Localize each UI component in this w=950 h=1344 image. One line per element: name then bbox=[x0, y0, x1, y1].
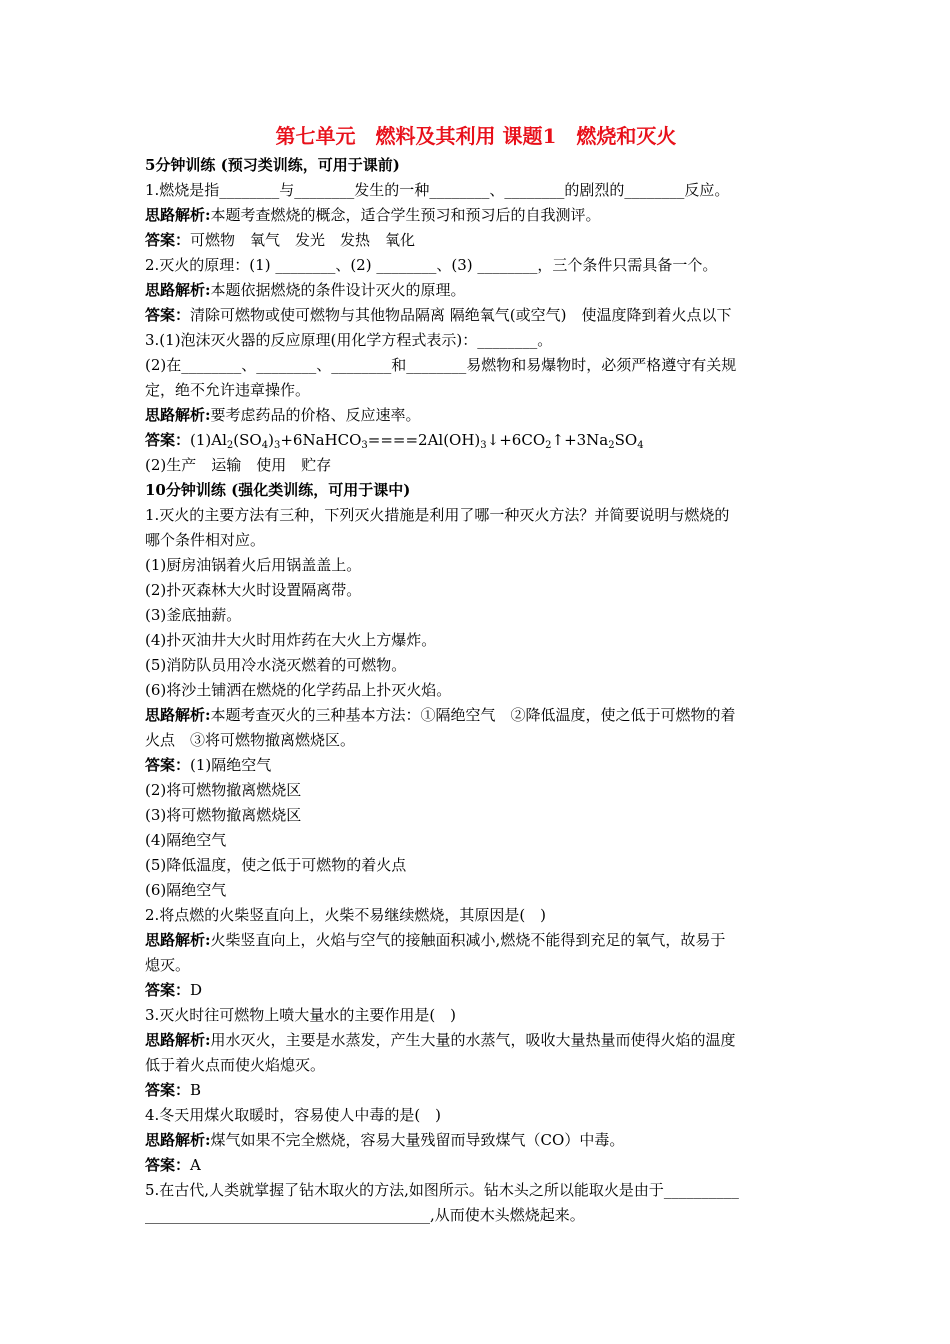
text-line bbox=[145, 653, 807, 678]
text-line bbox=[145, 578, 807, 603]
line-text: 火柴竖直向上，火焰与空气的接触面积减小,燃烧不能得到充足的氧气，故易于 bbox=[210, 931, 726, 949]
line-text: (2)在________、________、________和________易燃物和易爆物时，必须严格遵守有关规 bbox=[145, 356, 737, 374]
line-text: 2.灭火的原理：(1) ________、(2) ________、(3) ________，三个条件只需具备一个。 bbox=[145, 256, 718, 274]
text-line bbox=[145, 1153, 807, 1178]
line-text: 要考虑药品的价格、反应速率。 bbox=[210, 406, 421, 424]
text-line bbox=[145, 903, 807, 928]
line-text: ______________________________________,从而使木头燃烧起来。 bbox=[145, 1206, 585, 1224]
line-text: (3)将可燃物撤离燃烧区 bbox=[145, 806, 302, 824]
line-text: 熄灭。 bbox=[145, 956, 191, 974]
text-line bbox=[145, 703, 807, 728]
text-line bbox=[145, 1078, 807, 1103]
text-line bbox=[145, 153, 807, 178]
page-title: 第七单元 燃料及其利用 课题1 燃烧和灭火 bbox=[275, 124, 677, 148]
document-body bbox=[145, 153, 807, 1228]
text-line bbox=[145, 253, 807, 278]
line-label: 答案： bbox=[145, 756, 191, 774]
text-line bbox=[145, 1053, 807, 1078]
text-line bbox=[145, 953, 807, 978]
line-text: (2)扑灭森林大火时设置隔离带。 bbox=[145, 581, 362, 599]
text-line bbox=[145, 628, 807, 653]
line-label: 思路解析: bbox=[145, 1031, 211, 1049]
line-text: 火点 ③将可燃物撤离燃烧区。 bbox=[145, 731, 356, 749]
text-line bbox=[145, 928, 807, 953]
line-text: A bbox=[190, 1156, 201, 1174]
line-text: 本题考查燃烧的概念，适合学生预习和预习后的自我测评。 bbox=[210, 206, 601, 224]
line-label: 思路解析: bbox=[145, 931, 211, 949]
line-text: (4)隔绝空气 bbox=[145, 831, 227, 849]
line-label: 思路解析: bbox=[145, 406, 211, 424]
line-text: (1)隔绝空气 bbox=[190, 756, 272, 774]
line-text: 煤气如果不完全燃烧，容易大量残留而导致煤气（CO）中毒。 bbox=[210, 1131, 625, 1149]
text-line bbox=[145, 803, 807, 828]
document-page bbox=[145, 119, 807, 1228]
text-line bbox=[145, 453, 807, 478]
line-label: 答案： bbox=[145, 1081, 191, 1099]
text-line bbox=[145, 303, 807, 328]
line-label: 思路解析: bbox=[145, 206, 211, 224]
text-line bbox=[145, 1028, 807, 1053]
text-line bbox=[145, 603, 807, 628]
text-line bbox=[145, 1103, 807, 1128]
line-text: B bbox=[190, 1081, 202, 1099]
text-line bbox=[145, 978, 807, 1003]
line-text: 清除可燃物或使可燃物与其他物品隔离 隔绝氧气(或空气) 使温度降到着火点以下 bbox=[190, 306, 732, 324]
text-line bbox=[145, 428, 807, 453]
text-line bbox=[145, 778, 807, 803]
text-line bbox=[145, 203, 807, 228]
line-text: D bbox=[190, 981, 203, 999]
line-text: 3.(1)泡沫灭火器的反应原理(用化学方程式表示)：________。 bbox=[145, 331, 553, 349]
line-label: 思路解析: bbox=[145, 281, 211, 299]
line-text: 定，绝不允许违章操作。 bbox=[145, 381, 311, 399]
line-text: (4)扑灭油井大火时用炸药在大火上方爆炸。 bbox=[145, 631, 437, 649]
line-label: 答案： bbox=[145, 306, 191, 324]
text-line bbox=[145, 728, 807, 753]
text-line bbox=[145, 1178, 807, 1203]
line-label: 5分钟训练 (预习类训练，可用于课前) bbox=[145, 156, 400, 174]
line-text: 低于着火点而使火焰熄灭。 bbox=[145, 1056, 326, 1074]
line-text: 用水灭火，主要是水蒸发，产生大量的水蒸气，吸收大量热量而使得火焰的温度 bbox=[210, 1031, 736, 1049]
text-line bbox=[145, 503, 807, 528]
line-label: 答案： bbox=[145, 431, 191, 449]
line-text: (2)生产 运输 使用 贮存 bbox=[145, 456, 332, 474]
line-text: 2.将点燃的火柴竖直向上，火柴不易继续燃烧，其原因是( ) bbox=[145, 906, 547, 924]
text-line bbox=[145, 378, 807, 403]
line-text: 可燃物 氧气 发光 发热 氧化 bbox=[190, 231, 416, 249]
line-text: 5.在古代,人类就掌握了钻木取火的方法,如图所示。钻木头之所以能取火是由于__________ bbox=[145, 1181, 739, 1199]
text-line bbox=[145, 278, 807, 303]
line-label: 答案： bbox=[145, 1156, 191, 1174]
line-text: 3.灭火时往可燃物上喷大量水的主要作用是( ) bbox=[145, 1006, 457, 1024]
line-text: (3)釜底抽薪。 bbox=[145, 606, 242, 624]
line-text: (5)消防队员用冷水浇灭燃着的可燃物。 bbox=[145, 656, 407, 674]
text-line bbox=[145, 678, 807, 703]
text-line bbox=[145, 328, 807, 353]
text-line bbox=[145, 478, 807, 503]
line-text: (6)隔绝空气 bbox=[145, 881, 227, 899]
text-line bbox=[145, 228, 807, 253]
text-line bbox=[145, 853, 807, 878]
line-text: 本题依据燃烧的条件设计灭火的原理。 bbox=[210, 281, 466, 299]
line-text: 本题考查灭火的三种基本方法：①隔绝空气 ②降低温度，使之低于可燃物的着 bbox=[210, 706, 736, 724]
line-text: (6)将沙土铺洒在燃烧的化学药品上扑灭火焰。 bbox=[145, 681, 452, 699]
line-text: (5)降低温度，使之低于可燃物的着火点 bbox=[145, 856, 407, 874]
line-text: (2)将可燃物撤离燃烧区 bbox=[145, 781, 302, 799]
chemical-equation: $(1)Al_2(SO_4)_3+6NaHCO_3====2Al(OH)_3↓+6CO_2↑+3Na_2SO_4$ bbox=[190, 431, 644, 451]
line-text: 1.燃烧是指________与________发生的一种________、________的剧烈的________反应。 bbox=[145, 181, 730, 199]
text-line bbox=[145, 1128, 807, 1153]
line-label: 10分钟训练 (强化类训练，可用于课中) bbox=[145, 481, 411, 499]
text-line bbox=[145, 403, 807, 428]
text-line bbox=[145, 353, 807, 378]
line-label: 答案： bbox=[145, 231, 191, 249]
line-label: 思路解析: bbox=[145, 706, 211, 724]
text-line bbox=[145, 528, 807, 553]
line-text: 4.冬天用煤火取暖时，容易使人中毒的是( ) bbox=[145, 1106, 442, 1124]
line-text: 1.灭火的主要方法有三种，下列灭火措施是利用了哪一种灭火方法？并简要说明与燃烧的 bbox=[145, 506, 730, 524]
line-text: 哪个条件相对应。 bbox=[145, 531, 266, 549]
text-line bbox=[145, 878, 807, 903]
text-line bbox=[145, 178, 807, 203]
line-label: 思路解析: bbox=[145, 1131, 211, 1149]
line-text: (1)厨房油锅着火后用锅盖盖上。 bbox=[145, 556, 362, 574]
text-line bbox=[145, 1003, 807, 1028]
text-line bbox=[145, 553, 807, 578]
text-line bbox=[145, 1203, 807, 1228]
line-label: 答案： bbox=[145, 981, 191, 999]
text-line bbox=[145, 828, 807, 853]
text-line bbox=[145, 753, 807, 778]
